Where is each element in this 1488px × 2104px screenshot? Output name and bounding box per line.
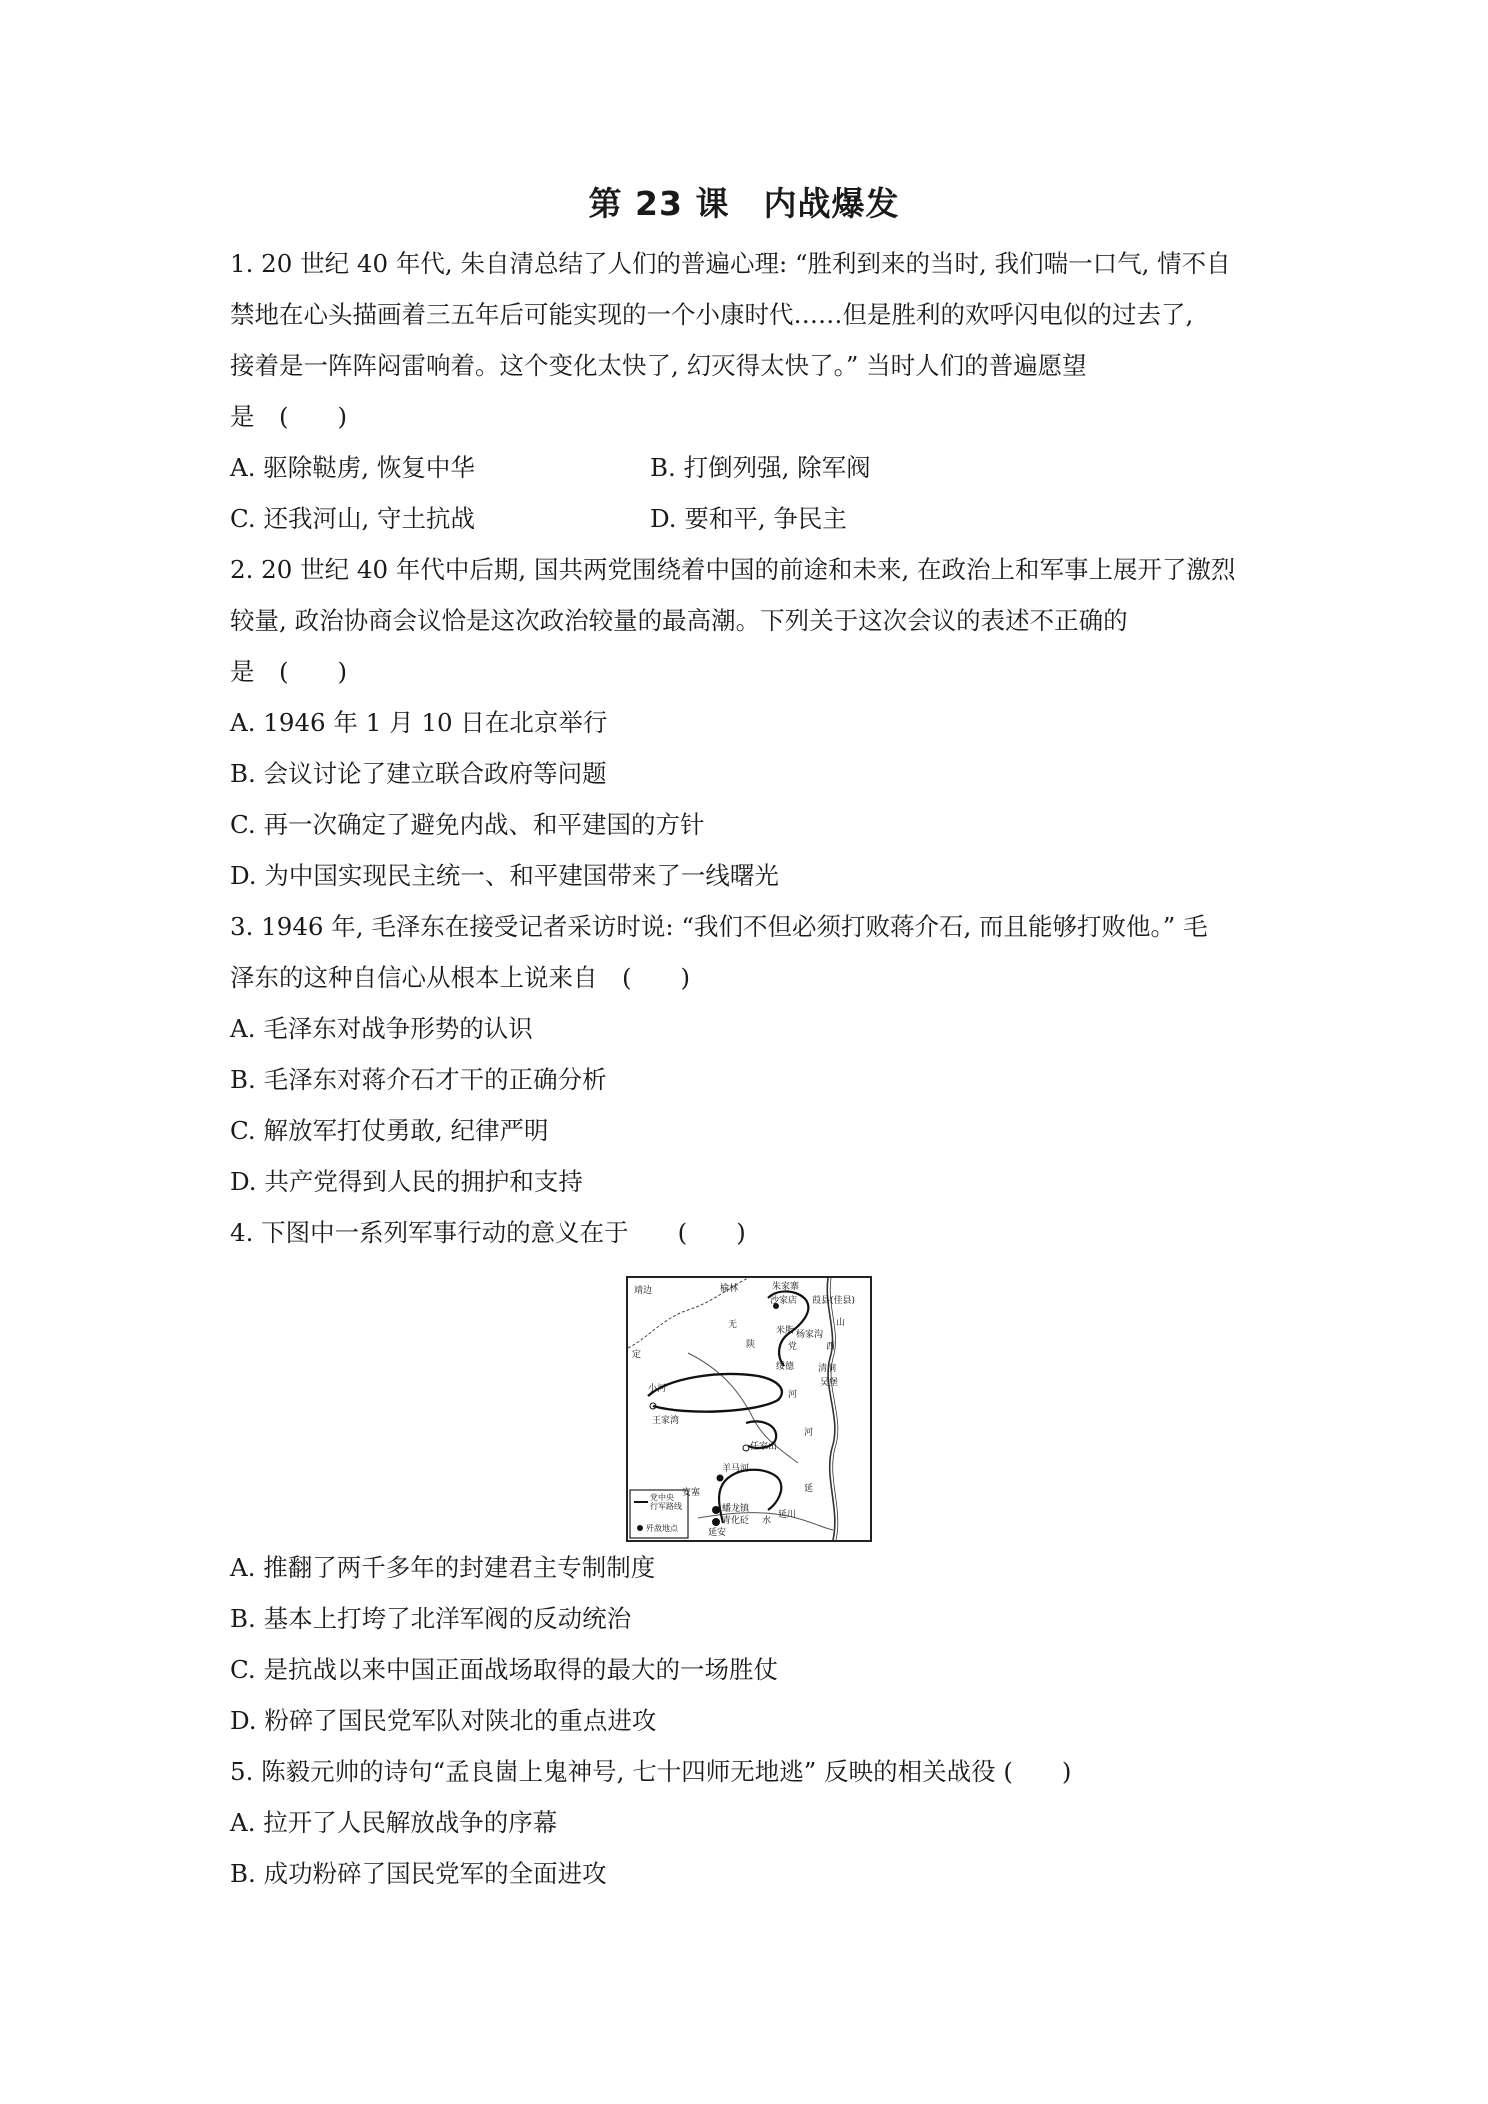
label-xi: 西: [826, 1342, 836, 1352]
q2-stem-line-3: 是 ( ): [230, 657, 348, 686]
page-title: 第 23 课 内战爆发: [588, 184, 900, 223]
label-renjiashan: 任家山: [750, 1442, 778, 1452]
label-shajiadian: 沙家店: [770, 1296, 798, 1306]
q1-option-a: A. 驱除鞑虏, 恢复中华: [230, 453, 475, 482]
q2-option-b: B. 会议讨论了建立联合政府等问题: [230, 759, 607, 788]
label-yanan: 延安: [708, 1528, 727, 1538]
label-shui: 水: [762, 1516, 772, 1526]
q1-stem-line-3: 接着是一阵阵闷雷响着。这个变化太快了, 幻灭得太快了。” 当时人们的普遍愿望: [230, 351, 1087, 380]
label-qinghuabian: 青化砭: [722, 1516, 750, 1526]
q4-option-a: A. 推翻了两千多年的封建君主专制制度: [230, 1553, 656, 1582]
label-yanhe: 延: [804, 1484, 814, 1494]
q4-stem-line-1: 4. 下图中一系列军事行动的意义在于 ( ): [230, 1218, 746, 1247]
label-wangjiawan: 王家湾: [652, 1416, 680, 1426]
label-shaan: 陕: [746, 1340, 756, 1350]
label-qingjian: 清涧: [818, 1364, 837, 1374]
legend-route-label: 党中央 行军路线: [650, 1493, 682, 1511]
q5-option-b: B. 成功粉碎了国民党军的全面进攻: [230, 1859, 607, 1888]
q5-option-a: A. 拉开了人民解放战争的序幕: [230, 1808, 558, 1837]
q3-option-b: B. 毛泽东对蒋介石才干的正确分析: [230, 1065, 607, 1094]
label-jiaxian: 葭县(佳县): [812, 1296, 856, 1306]
label-yangjiagou: 杨家沟: [796, 1330, 824, 1340]
q2-option-d: D. 为中国实现民主统一、和平建国带来了一线曙光: [230, 861, 779, 890]
label-panlongzhen: 蟠龙镇: [722, 1504, 750, 1514]
q4-option-b: B. 基本上打垮了北洋军阀的反动统治: [230, 1604, 632, 1633]
northern-shaanxi-campaign-map: [626, 1276, 872, 1542]
label-xiaohe: 小河: [648, 1384, 667, 1394]
label-wubao: 吴堡: [820, 1378, 839, 1388]
q1-stem-line-2: 禁地在心头描画着三五年后可能实现的一个小康时代……但是胜利的欢呼闪电似的过去了,: [230, 300, 1194, 329]
label-suide-region: 党: [788, 1342, 798, 1352]
q2-stem-line-1: 2. 20 世纪 40 年代中后期, 国共两党围绕着中国的前途和未来, 在政治上和军事上展开了激烈: [230, 555, 1236, 584]
q1-option-d: D. 要和平, 争民主: [650, 504, 847, 533]
q3-stem-line-1: 3. 1946 年, 毛泽东在接受记者采访时说: “我们不但必须打败蒋介石, 而且能够打败他。” 毛: [230, 912, 1208, 941]
label-jingbian: 靖边: [634, 1286, 653, 1296]
q3-stem-line-2: 泽东的这种自信心从根本上说来自 ( ): [230, 963, 691, 992]
label-yanchuan: 延川: [778, 1510, 797, 1520]
q5-stem-line-1: 5. 陈毅元帅的诗句“孟良崮上鬼神号, 七十四师无地逃” 反映的相关战役 ( ): [230, 1757, 1072, 1786]
label-suide: 绥德: [776, 1362, 795, 1372]
q1-option-c: C. 还我河山, 守土抗战: [230, 504, 476, 533]
legend-victory-label: 歼敌地点: [646, 1524, 678, 1533]
label-qingbian: 定: [632, 1350, 642, 1360]
q4-option-c: C. 是抗战以来中国正面战场取得的最大的一场胜仗: [230, 1655, 778, 1684]
q2-option-c: C. 再一次确定了避免内战、和平建国的方针: [230, 810, 705, 839]
q2-stem-line-2: 较量, 政治协商会议恰是这次政治较量的最高潮。下列关于这次会议的表述不正确的: [230, 606, 1128, 635]
q3-option-d: D. 共产党得到人民的拥护和支持: [230, 1167, 583, 1196]
q1-stem-line-1: 1. 20 世纪 40 年代, 朱自清总结了人们的普遍心理: “胜利到来的当时, 我们喘一口气, 情不自: [230, 249, 1231, 278]
q2-option-a: A. 1946 年 1 月 10 日在北京举行: [230, 708, 608, 737]
label-yangmahe: 羊马河: [722, 1464, 750, 1474]
label-yulin: 榆林: [720, 1284, 739, 1294]
q3-option-c: C. 解放军打仗勇敢, 纪律严明: [230, 1116, 549, 1145]
q3-option-a: A. 毛泽东对战争形势的认识: [230, 1014, 533, 1043]
label-shan: 山: [836, 1318, 846, 1328]
q1-stem-line-4: 是 ( ): [230, 402, 348, 431]
q4-option-d: D. 粉碎了国民党军队对陕北的重点进攻: [230, 1706, 657, 1735]
label-he2: 河: [804, 1428, 814, 1438]
label-mizhi: 米脂: [776, 1326, 795, 1336]
label-ansai: 安塞: [682, 1488, 701, 1498]
label-zhujiazhai: 朱家寨: [772, 1282, 800, 1292]
label-he1: 河: [788, 1390, 798, 1400]
q1-option-b: B. 打倒列强, 除军阀: [650, 453, 871, 482]
label-wu: 无: [728, 1320, 738, 1330]
